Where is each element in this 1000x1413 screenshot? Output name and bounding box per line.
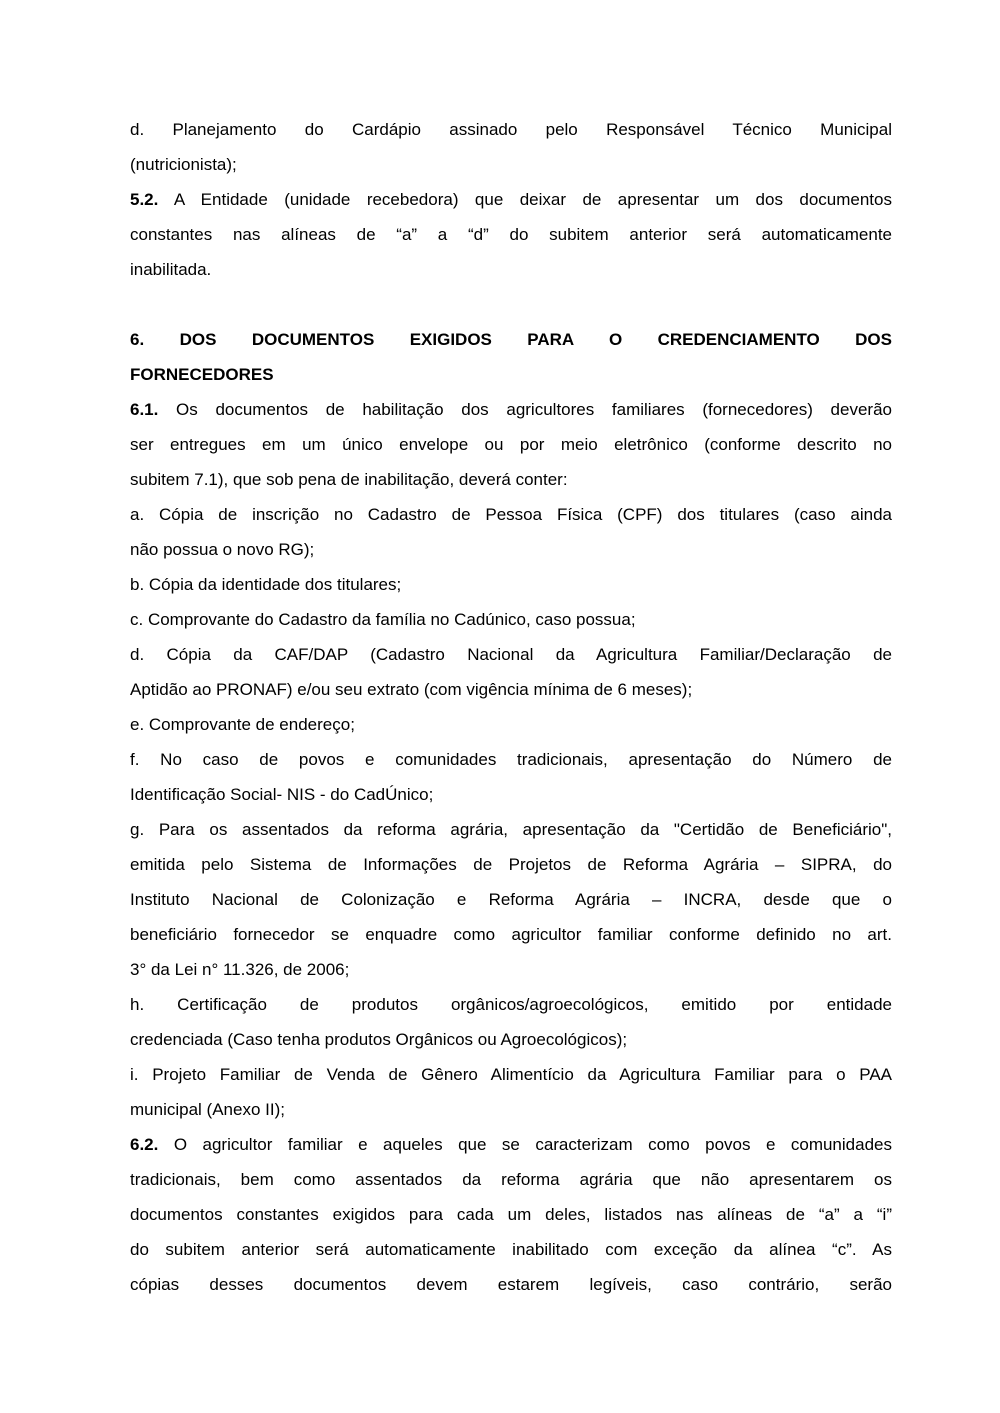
text-line: (nutricionista);: [130, 155, 237, 174]
paragraph: [130, 602, 892, 637]
text-line: tradicionais, bem como assentados da reforma agrária que não apresentarem os: [130, 1170, 892, 1189]
paragraph: [130, 742, 892, 812]
text-line: e. Comprovante de endereço;: [130, 715, 355, 734]
text-line: [130, 1127, 892, 1162]
text-line: [130, 392, 892, 427]
text-line: d. Cópia da CAF/DAP (Cadastro Nacional da Agricultura Familiar/Declaração de: [130, 645, 892, 664]
line-text: Os documentos de habilitação dos agricultores familiares (fornecedores) deverão: [158, 400, 892, 419]
text-line: d. Planejamento do Cardápio assinado pelo Responsável Técnico Municipal: [130, 120, 892, 139]
paragraph: [130, 987, 892, 1057]
text-line: a. Cópia de inscrição no Cadastro de Pessoa Física (CPF) dos titulares (caso ainda: [130, 505, 892, 524]
paragraph: [130, 567, 892, 602]
text-line: f. No caso de povos e comunidades tradicionais, apresentação do Número de: [130, 750, 892, 769]
text-line: [130, 182, 892, 217]
paragraph: [130, 1057, 892, 1127]
clause-number: 6.1.: [130, 400, 159, 419]
text-line: b. Cópia da identidade dos titulares;: [130, 575, 402, 594]
paragraph: [130, 707, 892, 742]
text-line: subitem 7.1), que sob pena de inabilitação, deverá conter:: [130, 470, 568, 489]
text-line: beneficiário fornecedor se enquadre como agricultor familiar conforme definido no art.: [130, 925, 892, 944]
line-text: A Entidade (unidade recebedora) que deixar de apresentar um dos documentos: [158, 190, 892, 209]
line-text: O agricultor familiar e aqueles que se caracterizam como povos e comunidades: [158, 1135, 892, 1154]
text-line: c. Comprovante do Cadastro da família no Cadúnico, caso possua;: [130, 610, 636, 629]
text-line: Identificação Social- NIS - do CadÚnico;: [130, 785, 434, 804]
paragraph: [130, 1127, 892, 1302]
text-line: 6. DOS DOCUMENTOS EXIGIDOS PARA O CREDENCIAMENTO DOS: [130, 330, 892, 349]
paragraph: [130, 637, 892, 707]
text-line: Instituto Nacional de Colonização e Reforma Agrária – INCRA, desde que o: [130, 890, 892, 909]
paragraph: [130, 112, 892, 182]
section-heading: [130, 322, 892, 392]
text-line: emitida pelo Sistema de Informações de Projetos de Reforma Agrária – SIPRA, do: [130, 855, 892, 874]
text-line: credenciada (Caso tenha produtos Orgânicos ou Agroecológicos);: [130, 1030, 628, 1049]
text-line: do subitem anterior será automaticamente inabilitado com exceção da alínea “c”. As: [130, 1240, 892, 1259]
text-line: h. Certificação de produtos orgânicos/agroecológicos, emitido por entidade: [130, 995, 892, 1014]
text-line: cópias desses documentos devem estarem legíveis, caso contrário, serão: [130, 1275, 892, 1294]
paragraph: [130, 497, 892, 567]
text-line: Aptidão ao PRONAF) e/ou seu extrato (com vigência mínima de 6 meses);: [130, 680, 693, 699]
text-line: ser entregues em um único envelope ou por meio eletrônico (conforme descrito no: [130, 435, 892, 454]
blank-line: [130, 287, 892, 322]
text-line: municipal (Anexo II);: [130, 1100, 285, 1119]
clause-number: 6.2.: [130, 1135, 159, 1154]
text-line: constantes nas alíneas de “a” a “d” do subitem anterior será automaticamente: [130, 225, 892, 244]
text-line: não possua o novo RG);: [130, 540, 315, 559]
text-line: FORNECEDORES: [130, 365, 274, 384]
paragraph: [130, 812, 892, 987]
paragraph: [130, 182, 892, 287]
text-line: documentos constantes exigidos para cada um deles, listados nas alíneas de “a” a “i”: [130, 1205, 892, 1224]
text-line: inabilitada.: [130, 260, 212, 279]
clause-number: 5.2.: [130, 190, 159, 209]
text-line: g. Para os assentados da reforma agrária, apresentação da "Certidão de Beneficiário",: [130, 820, 892, 839]
text-line: i. Projeto Familiar de Venda de Gênero Alimentício da Agricultura Familiar para o PAA: [130, 1065, 892, 1084]
paragraph: [130, 392, 892, 497]
text-line: 3° da Lei n° 11.326, de 2006;: [130, 960, 350, 979]
